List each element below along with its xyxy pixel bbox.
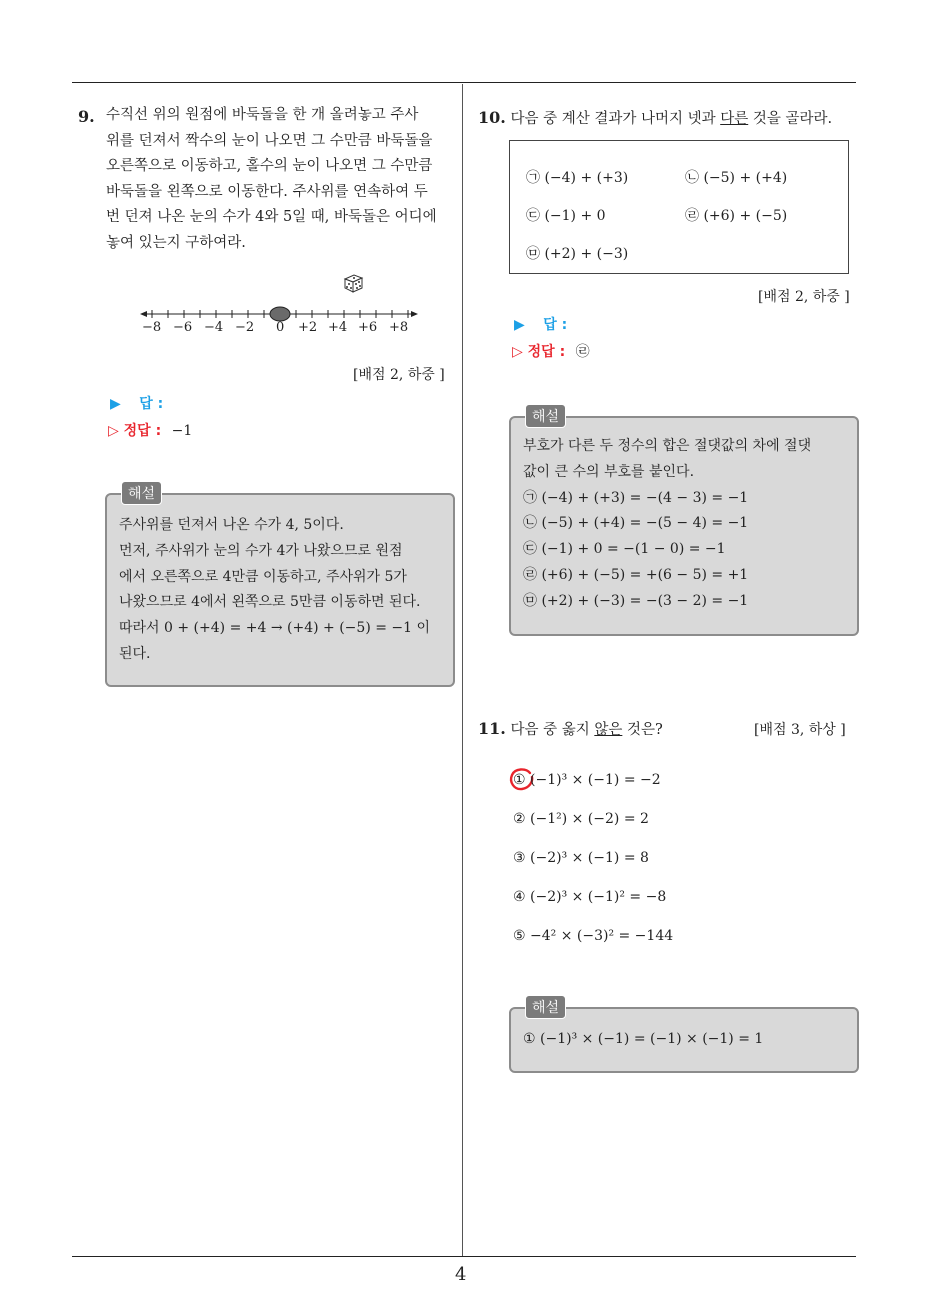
answer-row: ▶ 답 : (514, 317, 568, 333)
page-number: 4 (455, 1264, 467, 1285)
tick-label: −6 (173, 320, 193, 335)
option-item: ㉣ (+6) + (−5) (685, 208, 788, 224)
tick-label: +6 (358, 320, 378, 335)
option-2: ② (−1²) × (−2) = 2 (513, 811, 649, 827)
option-item: ㉠ (−4) + (+3) (526, 170, 629, 186)
explanation-box (105, 486, 455, 687)
option-5: ⑤ −4² × (−3)² = −144 (513, 928, 674, 944)
option-item: ㉡ (−5) + (+4) (685, 170, 788, 186)
explanation-text: ① (−1)³ × (−1) = (−1) × (−1) = 1 (523, 1031, 764, 1047)
option-4: ④ (−2)³ × (−1)² = −8 (513, 889, 667, 905)
option-item: ㉢ (−1) + 0 (526, 208, 606, 224)
tick-label: +8 (389, 320, 409, 335)
question-number: 11. (478, 719, 506, 738)
question-stem: 10. 다음 중 계산 결과가 나머지 넷과 다른 것을 골라라. (478, 108, 833, 127)
correct-answer-row: ▷ 정답 : ㉣ (512, 344, 590, 360)
play-arrow-icon: ▶ (110, 396, 121, 412)
explanation-tag: 해설 (121, 481, 162, 505)
option-3: ③ (−2)³ × (−1) = 8 (513, 850, 649, 866)
tick-label: 0 (276, 320, 285, 335)
question-number: 9. (78, 107, 95, 126)
tick-label: +4 (328, 320, 348, 335)
dice-icon (342, 273, 364, 293)
correct-answer-value: ㉣ (575, 344, 590, 360)
header-rule (72, 82, 856, 83)
explanation-text: 주사위를 던져서 나온 수가 4, 5이다. 먼저, 주사위가 눈의 수가 4가 나왔으므로 원점 에서 오른쪽으로 4만큼 이동하고, 주사위가 5가 나왔으므로 4에서 왼쪽으로 5만큼 이동하면 된다. 따라서 0 + (+4) = +4 → (+4) + (−5) = −1 이 된다. (119, 517, 431, 662)
question-stem: 수직선 위의 원점에 바둑돌을 한 개 올려놓고 주사 위를 던져서 짝수의 눈이 나오면 그 수만큼 바둑돌을 오른쪽으로 이동하고, 홀수의 눈이 나오면 그 수만큼 바둑돌을 왼쪽으로 이동한다. 주사위를 연속하여 두 번 던져 나온 눈의 수가 4와 5일 때, 바둑돌은 어디에 놓여 있는지 구하여라. (106, 107, 437, 251)
question-stem: 11. 다음 중 옳지 않은 것은? (478, 719, 663, 738)
footer-rule (72, 1256, 856, 1257)
tick-label: −4 (204, 320, 224, 335)
play-arrow-icon: ▶ (514, 317, 525, 333)
question-number: 10. (478, 108, 506, 127)
score-marks: [배점 2, 하중 ] (758, 289, 850, 305)
number-line-labels (140, 320, 424, 338)
tick-label: −8 (142, 320, 162, 335)
answer-row: ▶ 답 : (110, 396, 164, 412)
score-marks: [배점 2, 하중 ] (353, 367, 445, 383)
explanation-tag: 해설 (525, 995, 566, 1019)
options-box (509, 140, 849, 274)
score-marks: [배점 3, 하상 ] (754, 722, 846, 738)
correct-answer-row: ▷ 정답 : −1 (108, 423, 193, 439)
explanation-tag: 해설 (525, 404, 566, 428)
option-1: ① (−1)³ × (−1) = −2 (513, 772, 661, 788)
explanation-box (509, 409, 859, 636)
explanation-text: 부호가 다른 두 정수의 합은 절댓값의 차에 절댓 값이 큰 수의 부호를 붙인다. ㉠ (−4) + (+3) = −(4 − 3) = −1 ㉡ (−5) + (+4) = −(5 − 4) = −1 ㉢ (−1) + 0 = −(1 − 0) = −1 ㉣ (+6) + (−5) = +(6 − 5) = +1 ㉤ (+2) + (−3) = −(3 − 2) = −1 (523, 438, 812, 609)
tick-label: −2 (235, 320, 255, 335)
column-divider (462, 84, 463, 1256)
tick-label: +2 (298, 320, 318, 335)
explanation-box (509, 1000, 859, 1073)
correct-answer-value: −1 (171, 423, 193, 439)
option-item: ㉤ (+2) + (−3) (526, 246, 629, 262)
